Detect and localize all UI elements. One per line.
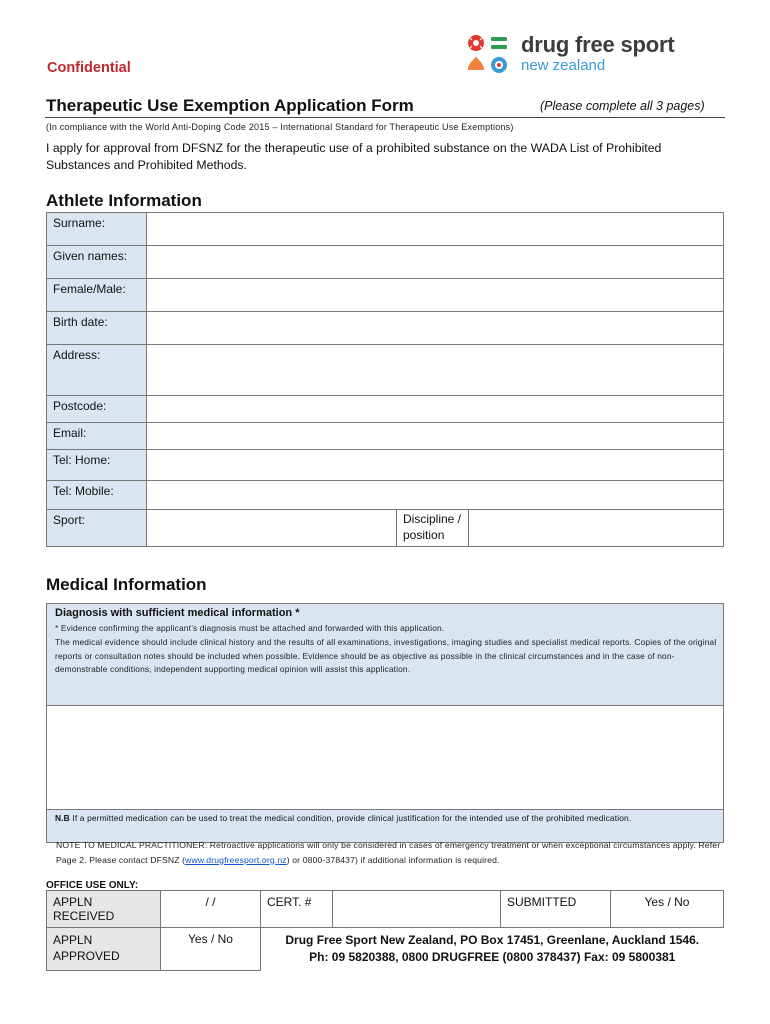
dfsnz-contact-address: [261, 928, 724, 971]
compliance-note: (In compliance with the World Anti-Doping Code 2015 – International Standard for Therapeutic Use Exemptions): [46, 122, 514, 132]
title-divider: [45, 117, 725, 118]
nb-text: If a permitted medication can be used to treat the medical condition, provide clinical justification for the intended use of the prohibited medication.: [69, 813, 632, 823]
athlete-info-table: [46, 212, 724, 547]
tel-mobile-field[interactable]: [147, 481, 724, 510]
appln-approved-label: APPLN APPROVED: [47, 928, 161, 971]
practitioner-note-contact: ) or 0800-378437) if additional information is required.: [286, 854, 500, 865]
appln-approved-yes-no[interactable]: Yes / No: [161, 928, 261, 971]
logo-orange-flame-icon: [468, 56, 484, 70]
address-line: Drug Free Sport New Zealand, PO Box 17451, Greenlane, Auckland 1546.: [285, 933, 700, 947]
gender-label: Female/Male:: [47, 279, 147, 312]
diagnosis-heading: Diagnosis with sufficient medical information *: [55, 607, 300, 619]
logo-subtitle: new zealand: [521, 57, 606, 74]
email-field[interactable]: [147, 423, 724, 450]
submitted-yes-no[interactable]: Yes / No: [611, 891, 724, 928]
evidence-note: * Evidence confirming the applicant’s diagnosis must be attached and forwarded with this application.: [55, 623, 445, 633]
surname-field[interactable]: [147, 213, 724, 246]
surname-label: Surname:: [47, 213, 147, 246]
diagnosis-instructions: [47, 604, 723, 706]
dfsnz-website-link[interactable]: www.drugfreesport.org.nz: [185, 854, 287, 865]
discipline-field[interactable]: [469, 510, 724, 547]
logo-green-bars-icon: [491, 37, 507, 49]
birth-date-label: Birth date:: [47, 312, 147, 345]
postcode-label: Postcode:: [47, 396, 147, 423]
logo-title: drug free sport: [521, 32, 675, 57]
office-use-table: [46, 890, 724, 971]
postcode-field[interactable]: [147, 396, 724, 423]
discipline-label: Discipline / position: [397, 510, 469, 547]
cert-label: CERT. #: [261, 891, 333, 928]
tel-home-field[interactable]: [147, 450, 724, 481]
evidence-details: The medical evidence should include clinical history and the results of all examinations, investigations, imaging studies and specialist medical reports. Copies of the original reports or consultation notes should be included when possible. Evidence should be as objective as possible in the clinical circumstances and in the case of non-demonstrable conditions, independent supporting medical opinion will assist this application.: [55, 636, 717, 675]
athlete-section-heading: Athlete Information: [46, 191, 202, 210]
address-field[interactable]: [147, 345, 724, 396]
appln-received-label: APPLN RECEIVED: [47, 891, 161, 928]
dfsnz-logo-icon: [463, 32, 513, 76]
sport-label: Sport:: [47, 510, 147, 547]
diagnosis-field[interactable]: [47, 706, 723, 810]
dfsnz-logo: [463, 32, 713, 78]
gender-field[interactable]: [147, 279, 724, 312]
practitioner-note-text: NOTE TO MEDICAL PRACTITIONER: Retroactive applications will only be considered in cases of emergency treatment or when exceptional circumstances apply. Refer Page 2. Please contact DFSNZ (: [56, 840, 721, 865]
logo-red-burst-icon: [468, 35, 484, 51]
complete-note: (Please complete all 3 pages): [540, 99, 705, 113]
tel-home-label: Tel: Home:: [47, 450, 147, 481]
practitioner-note: [56, 838, 726, 867]
given-names-field[interactable]: [147, 246, 724, 279]
given-names-label: Given names:: [47, 246, 147, 279]
logo-blue-eye-icon: [491, 57, 507, 73]
medical-info-box: [46, 603, 724, 843]
submitted-label: SUBMITTED: [501, 891, 611, 928]
nb-label: N.B: [55, 813, 70, 823]
form-title: Therapeutic Use Exemption Application Form: [46, 96, 414, 115]
cert-number-field[interactable]: [333, 891, 501, 928]
tel-mobile-label: Tel: Mobile:: [47, 481, 147, 510]
phone-line: Ph: 09 5820388, 0800 DRUGFREE (0800 378437) Fax: 09 5800381: [309, 950, 676, 964]
medical-section-heading: Medical Information: [46, 575, 207, 594]
sport-field[interactable]: [147, 510, 397, 547]
office-use-label: OFFICE USE ONLY:: [46, 880, 139, 891]
intro-statement: I apply for approval from DFSNZ for the therapeutic use of a prohibited substance on the WADA List of Prohibited Substances and Prohibited Methods.: [46, 141, 662, 172]
appln-received-date[interactable]: / /: [161, 891, 261, 928]
confidential-label: Confidential: [47, 60, 131, 76]
email-label: Email:: [47, 423, 147, 450]
birth-date-field[interactable]: [147, 312, 724, 345]
address-label: Address:: [47, 345, 147, 396]
